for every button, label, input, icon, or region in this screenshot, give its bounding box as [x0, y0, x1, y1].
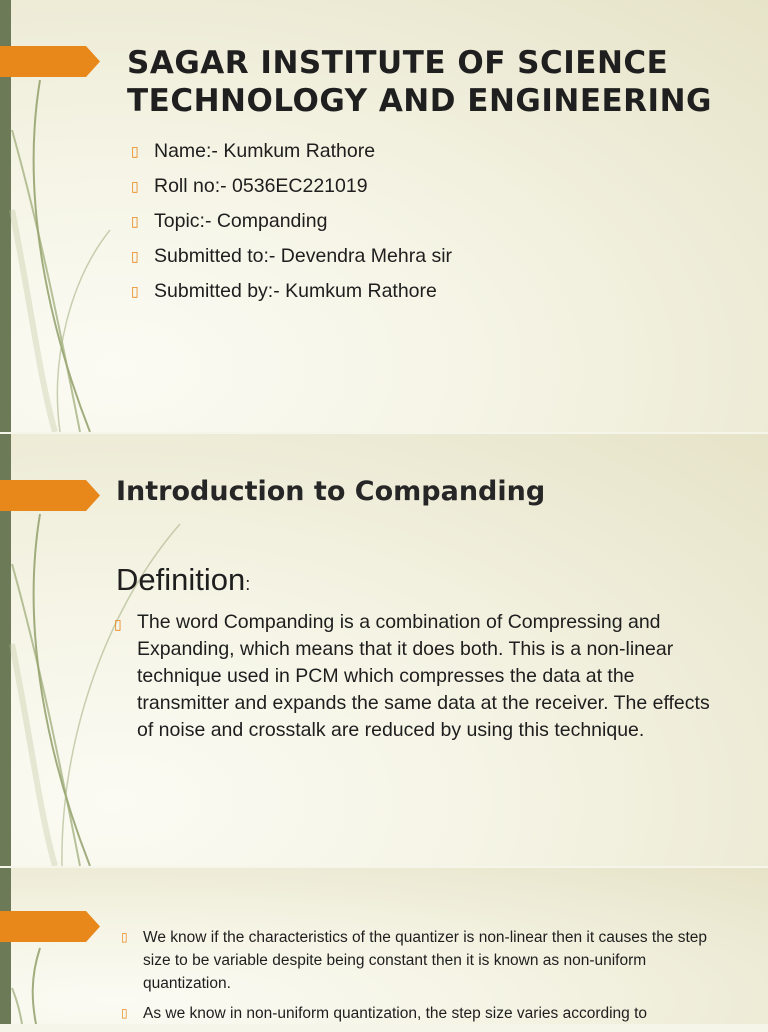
decorative-swoosh — [0, 868, 120, 1024]
title-arrow-marker — [0, 46, 100, 77]
definition-heading: Definition: — [116, 562, 251, 597]
student-info-list — [131, 138, 452, 313]
arrow-bullet-icon: ▯ — [131, 178, 139, 194]
arrow-bullet-icon: ▯ — [131, 213, 139, 229]
arrow-bullet-icon: ▯ — [131, 143, 139, 159]
arrow-bullet-icon: ▯ — [121, 930, 128, 944]
arrow-bullet-icon: ▯ — [131, 248, 139, 264]
arrow-bullet-icon: ▯ — [114, 616, 122, 632]
quantization-list — [121, 926, 731, 1032]
list-item: ▯ We know if the characteristics of the quantizer is non-linear then it causes the step size to be variable despite being constant then it is known as non-uniform quantization. — [121, 926, 731, 995]
slide-1 — [0, 0, 768, 432]
list-item: ▯ Roll no:- 0536EC221019 — [131, 175, 368, 197]
list-item: ▯ As we know in non-uniform quantization, the step size varies according to — [121, 1002, 731, 1025]
title-arrow-marker — [0, 911, 100, 942]
slide-title: Introduction to Companding — [116, 476, 546, 507]
institute-title: SAGAR INSTITUTE OF SCIENCE TECHNOLOGY AND ENGINEERING — [127, 45, 712, 119]
list-item: ▯ Name:- Kumkum Rathore — [131, 140, 376, 162]
title-arrow-marker — [0, 480, 100, 511]
list-item: ▯ Topic:- Companding — [131, 210, 328, 232]
arrow-bullet-icon: ▯ — [131, 283, 139, 299]
arrow-bullet-icon: ▯ — [121, 1006, 128, 1020]
list-item: ▯ Submitted to:- Devendra Mehra sir — [131, 245, 453, 267]
list-item: ▯ Submitted by:- Kumkum Rathore — [131, 280, 437, 302]
definition-paragraph: ▯ The word Companding is a combination of Compressing and Expanding, which means that it does both. This is a non-linear technique used in PCM which compresses the data at the transmitter and expands the same data at the receiver. The effects of noise and crosstalk are reduced by using this technique. — [114, 611, 710, 741]
